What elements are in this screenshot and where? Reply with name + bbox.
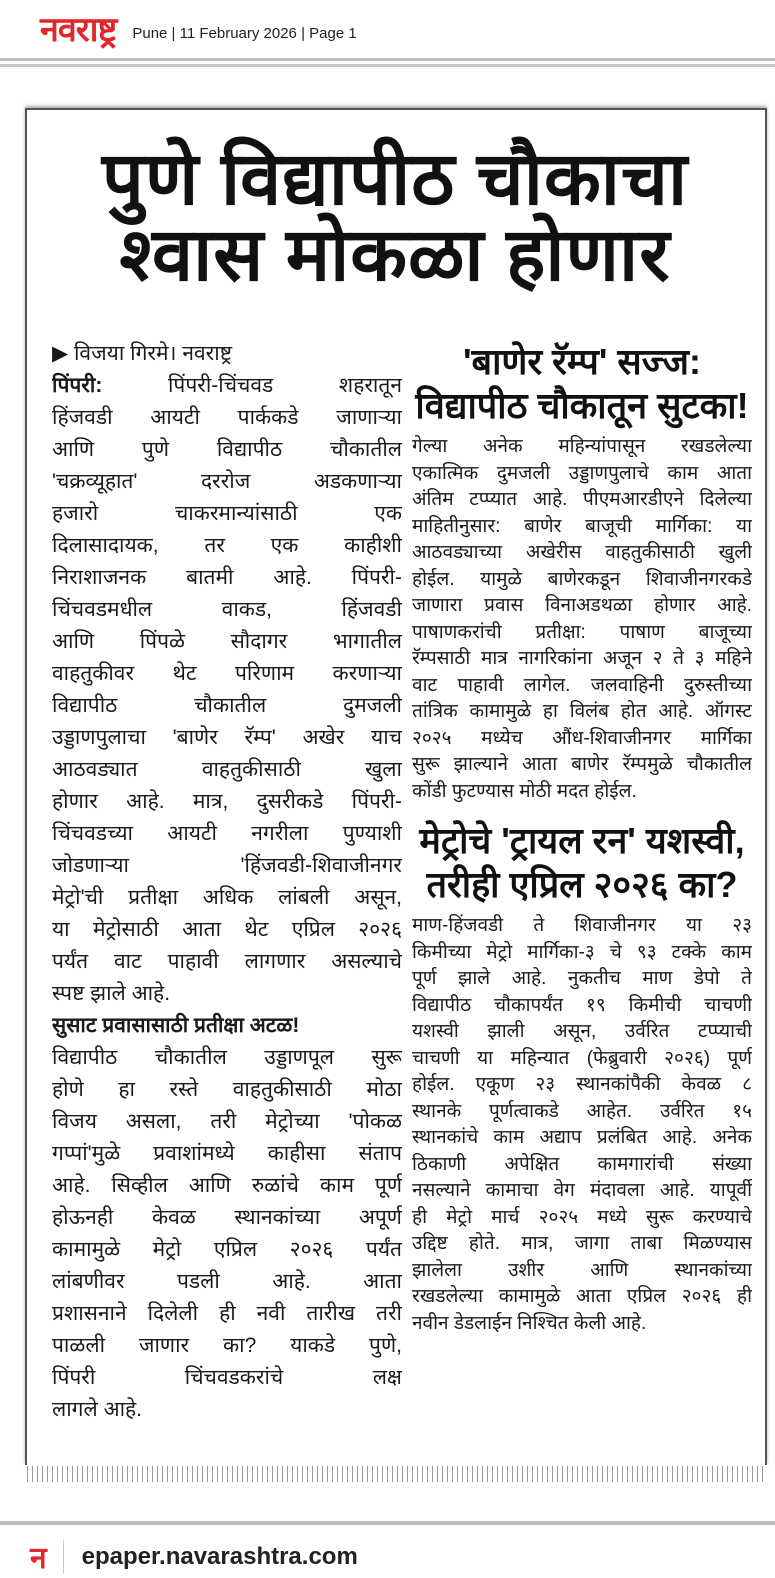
text-line: 'चक्रव्यूहात' दररोज अडकणाऱ्या [52, 470, 402, 493]
text-line: गेल्या अनेक महिन्यांपासून रखडलेल्या [412, 436, 752, 457]
text-line: आणि पुणे विद्यापीठ चौकातील [52, 438, 402, 461]
text-line: अंतिम टप्प्यात आहे. पीएमआरडीएने दिलेल्या [412, 489, 752, 510]
text-line: ही मेट्रो मार्च २०२५ मध्ये सुरू करण्याचे [412, 1206, 752, 1228]
text-line: एकात्मिक दुमजली उड्डाणपुलाचे काम आता [412, 462, 752, 484]
text-line: हिंजवडी आयटी पार्ककडे जाणाऱ्या [52, 406, 402, 429]
text-line: रॅम्पसाठी मात्र नागरिकांना अजून २ ते ३ महिने [412, 648, 752, 669]
text-line: चाचणी या महिन्यात (फेब्रुवारी २०२६) पूर्ण [412, 1047, 752, 1069]
text-line: २०२५ मध्येच औंध-शिवाजीनगर मार्गिका [412, 727, 752, 749]
text-line: वाहतुकीवर थेट परिणाम करणाऱ्या [52, 662, 402, 685]
text-line: आठवड्याच्या अखेरीस वाहतुकीसाठी खुली [412, 542, 752, 563]
right-column [412, 340, 752, 1337]
text-line: स्थानके पूर्णत्वाकडे आहेत. उर्वरित १५ [412, 1100, 752, 1122]
footer-separator [63, 1540, 64, 1574]
text-line: पाळली जाणार का? याकडे पुणे, [52, 1334, 402, 1357]
text-line: नवीन डेडलाईन निश्चित केली आहे. [412, 1312, 647, 1334]
text-line: दिलासादायक, तर एक काहीशी [52, 534, 402, 557]
text-line: लांबणीवर पडली आहे. आता [52, 1270, 402, 1293]
text-line: होईल. एकूण २३ स्थानकांपैकी केवळ ८ [412, 1074, 752, 1095]
left-paragraph-2 [52, 1042, 402, 1426]
text-line: चिंचवडच्या आयटी नगरीला पुण्याशी [52, 822, 402, 845]
text-line: चिंचवडमधील वाकड, हिंजवडी [52, 598, 402, 621]
text-line: तांत्रिक कामामुळे हा विलंब होत आहे. ऑगस्ट [412, 701, 752, 722]
text-line: मेट्रो'ची प्रतीक्षा अधिक लांबली असून, [52, 886, 402, 909]
text-line: लागले आहे. [52, 1398, 143, 1421]
text-line: किमीच्या मेट्रो मार्गिका-३ चे ९३ टक्के काम [412, 941, 752, 963]
right-paragraph-2 [412, 913, 752, 1337]
text-line: माण-हिंजवडी ते शिवाजीनगर या २३ [412, 915, 752, 936]
text-line: पर्यंत वाट पाहावी लागणार असल्याचे [52, 950, 402, 973]
text-line: वाट पाहावी लागेल. जलवाहिनी दुरुस्तीच्या [412, 674, 752, 696]
text-line: या मेट्रोसाठी आता थेट एप्रिल २०२६ [52, 918, 402, 941]
text-line: आठवड्यात वाहतुकीसाठी खुला [52, 758, 402, 781]
text-line: प्रशासनाने दिलेली ही नवी तारीख तरी [52, 1302, 402, 1325]
text-line: नसल्याने कामाचा वेग मंदावला आहे. यापूर्वी [412, 1180, 752, 1201]
text-line: जोडणाऱ्या 'हिंजवडी-शिवाजीनगर [52, 854, 402, 877]
right-paragraph-1 [412, 434, 752, 805]
text-line: विद्यापीठ चौकातील उड्डाणपूल सुरू [52, 1046, 402, 1069]
footer [30, 1536, 358, 1577]
text-line: गप्पां'मुळे प्रवाशांमध्ये काहीसा संताप [52, 1142, 402, 1165]
text-line: कामामुळे मेट्रो एप्रिल २०२६ पर्यंत [52, 1238, 402, 1261]
footer-divider [0, 1521, 775, 1525]
text-line: जाणारा प्रवास विनाअडथळा होणार आहे. [412, 595, 752, 616]
text-line: पिंपरी: पिंपरी-चिंचवड शहरातून [52, 374, 402, 397]
left-subhead: सुसाट प्रवासासाठी प्रतीक्षा अटळ! [52, 1014, 300, 1037]
text-line: आहे. सिव्हील आणि रुळांचे काम पूर्ण [52, 1174, 402, 1197]
page-header [40, 8, 357, 52]
subheadline-1-line-2: विद्यापीठ चौकातून सुटका! [415, 385, 749, 426]
text-line: उद्दिष्ट होते. मात्र, जागा ताबा मिळण्यास [412, 1233, 752, 1254]
subheadline-2-line-2: तरीही एप्रिल २०२६ का? [426, 864, 738, 905]
bottom-ruler [27, 1466, 763, 1482]
text-line: माहितीनुसार: बाणेर बाजूची मार्गिका: या [412, 515, 752, 537]
text-line: पूर्ण झाले आहे. नुकतीच माण डेपो ते [412, 968, 752, 989]
text-line: यशस्वी झाली असून, उर्वरित टप्प्याची [412, 1021, 752, 1042]
headline-line-1: पुणे विद्यापीठ चौकाचा [101, 137, 689, 220]
text-line: स्पष्ट झाले आहे. [52, 982, 171, 1005]
dateline: पिंपरी: [52, 374, 103, 397]
text-line: स्थानकांचे काम अद्याप प्रलंबित आहे. अनेक [412, 1127, 752, 1148]
navarashtra-logo[interactable]: नवराष्ट्र [40, 11, 117, 49]
text-line: कोंडी फुटण्यास मोठी मदत होईल. [412, 780, 637, 802]
headline-line-2: श्वास मोकळा होणार [119, 213, 671, 296]
header-divider [0, 58, 775, 61]
text-line: होईल. यामुळे बाणेरकडून शिवाजीनगरकडे [412, 568, 752, 590]
text-line: होणे हा रस्ते वाहतुकीसाठी मोठा [52, 1078, 402, 1101]
text-line: रखडलेल्या कामामुळे आता एप्रिल २०२६ ही [412, 1286, 752, 1307]
text-line: पिंपरी चिंचवडकरांचे लक्ष [52, 1366, 402, 1389]
text-line: झालेला उशीर आणि स्थानकांच्या [412, 1259, 752, 1281]
text-line: उड्डाणपुलाचा 'बाणेर रॅम्प' अखेर याच [52, 726, 402, 749]
text-line: ठिकाणी अपेक्षित कामगारांची संख्या [412, 1153, 752, 1175]
left-paragraph-1 [52, 370, 402, 1010]
text-line: सुरू झाल्याने आता बाणेर रॅम्पमुळे चौकातील [412, 754, 752, 775]
subheadline-1-line-1: 'बाणेर रॅम्प' सज्ज: [462, 341, 702, 382]
header-divider-2 [0, 64, 775, 67]
text-line: होणार आहे. मात्र, दुसरीकडे पिंपरी- [52, 790, 402, 813]
footer-logo: न [30, 1542, 47, 1575]
left-column [52, 338, 402, 1426]
text-line: होऊनही केवळ स्थानकांच्या अपूर्ण [52, 1206, 402, 1229]
text-line: विद्यापीठ चौकातील दुमजली [52, 694, 402, 717]
text-line: हजारो चाकरमान्यांसाठी एक [52, 502, 402, 525]
edition-meta: Pune | 11 February 2026 | Page 1 [132, 24, 357, 42]
epaper-link[interactable]: epaper.navarashtra.com [81, 1542, 358, 1570]
text-line: निराशाजनक बातमी आहे. पिंपरी- [52, 566, 402, 589]
text-line: आणि पिंपळे सौदागर भागातील [52, 630, 402, 653]
byline: ▶ विजया गिरमे। नवराष्ट्र [52, 342, 232, 365]
text-line: विजय असला, तरी मेट्रोच्या 'पोकळ [52, 1110, 402, 1133]
subheadline-2-line-1: मेट्रोचे 'ट्रायल रन' यशस्वी, [419, 820, 745, 861]
text-line: विद्यापीठ चौकापर्यंत १९ किमीची चाचणी [412, 994, 752, 1016]
text-line: पाषाणकरांची प्रतीक्षा: पाषाण बाजूच्या [412, 621, 752, 643]
